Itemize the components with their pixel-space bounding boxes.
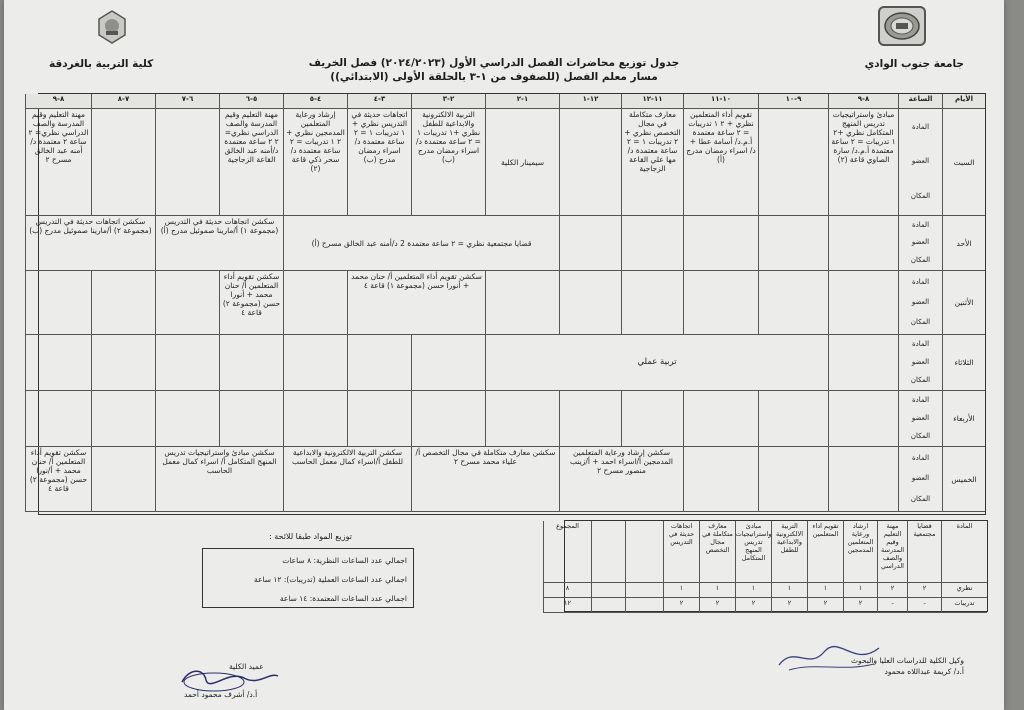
class-cell: سكشن مبادئ واستراتيجيات تدريس المنهج المتكامل أ/ اسراء كمال معمل الحاسب xyxy=(155,447,283,512)
empty-cell xyxy=(283,271,347,335)
label-subject: المادة xyxy=(911,122,930,131)
empty-cell xyxy=(625,583,663,598)
label-place: المكان xyxy=(910,431,931,440)
hours-summary-table xyxy=(556,520,988,612)
university-name: جامعة جنوب الوادي xyxy=(864,58,964,70)
empty-cell xyxy=(683,391,758,447)
empty-cell xyxy=(683,271,758,335)
theory-value: ١ xyxy=(735,583,771,598)
practice-value: ٢ xyxy=(771,598,807,613)
label-member: العضو xyxy=(911,357,930,366)
label-place: المكان xyxy=(910,495,931,504)
theory-value: ٢ xyxy=(907,583,941,598)
empty-cell xyxy=(155,109,219,216)
theory-value: ١ xyxy=(843,583,877,598)
theory-total: ٨ xyxy=(543,583,591,598)
summary-subject: مهنة التعليم وقيم المدرسة والصف الدراسي xyxy=(877,521,907,583)
label-place: المكان xyxy=(910,192,931,201)
class-cell: مهنة التعليم وقيم المدرسة والصف الدراسي نظري= ٢ ٢ ساعة معتمدة د/أمنه عبد الخالق القاعة الزجاجية xyxy=(219,109,283,216)
empty-cell xyxy=(347,391,411,447)
class-cell: مبادئ واستراتيجيات تدريس المنهج المتكامل نظري +٢ ١ تدريبات = ٢ ساعة معتمدة أ.م.د/ سارة الصاوي قاعة (٢) xyxy=(828,109,898,216)
label-subject: المادة xyxy=(911,396,930,405)
time-slot: ١١-١٢ xyxy=(621,94,683,109)
title-line-1: جدول توزيع محاضرات الفصل الدراسي الأول (٢٠٢٤/٢٠٢٣) فصل الخريف xyxy=(308,57,680,69)
time-slot: ٤-٥ xyxy=(283,94,347,109)
empty-cell xyxy=(219,335,283,391)
empty-cell xyxy=(828,391,898,447)
label-member: العضو xyxy=(911,297,930,306)
empty-cell xyxy=(283,391,347,447)
empty-cell xyxy=(155,271,219,335)
class-cell: إرشاد ورعاية المتعلمين المدمجين نظري + ٢ ١ تدريبات = ٢ ساعة معتمدة د/سحر ذكي قاعة (٢) xyxy=(283,109,347,216)
dean-title: عميد الكلية xyxy=(229,662,264,671)
college-logo-icon xyxy=(94,8,130,46)
dean-name: أ.د/ أشرف محمود أحمد xyxy=(184,690,258,699)
label-subject: المادة xyxy=(911,277,930,286)
label-member: العضو xyxy=(911,157,930,166)
label-member: العضو xyxy=(911,413,930,422)
row-labels xyxy=(898,271,942,335)
label-subject: المادة xyxy=(911,340,930,349)
day-tuesday: الثلاثاء xyxy=(942,335,985,391)
label-place: المكان xyxy=(910,255,931,264)
class-cell: سكشن اتجاهات حديثة في التدريس (مجموعة ١) أ/مارينا صموئيل مدرج (أ) xyxy=(155,216,283,271)
label-subject: المادة xyxy=(911,221,930,230)
practice-value: ٢ xyxy=(735,598,771,613)
time-slot: ٩-١٠ xyxy=(758,94,828,109)
empty-cell xyxy=(91,335,155,391)
empty-cell xyxy=(591,583,625,598)
empty-cell xyxy=(828,447,898,512)
header-hour: الساعة xyxy=(898,94,942,109)
row-labels xyxy=(898,391,942,447)
empty-cell xyxy=(219,391,283,447)
class-cell: التربية الالكترونية والابداعية للطفل نظري +١ تدريبات ١ = ٢ ساعة معتمدة د/ اسراء رمضان مدرج (ب) xyxy=(411,109,485,216)
distribution-title: توزيع المواد طبقا للائحة : xyxy=(269,532,352,541)
empty-cell xyxy=(621,271,683,335)
vice-dean-name: أ.د/ كريمة عبداللاه محمود xyxy=(884,667,964,676)
label-member: العضو xyxy=(911,238,930,247)
summary-subject: تقويم اداء المتعلمين xyxy=(807,521,843,583)
schedule-table xyxy=(28,93,986,515)
summary-total-header: المجموع xyxy=(543,521,591,583)
total-theory-hours: اجمالي عدد الساعات النظرية: ٨ ساعات xyxy=(282,556,407,565)
label-place: المكان xyxy=(910,375,931,384)
empty-cell xyxy=(155,391,219,447)
empty-cell xyxy=(758,447,828,512)
practice-value: ٢ xyxy=(843,598,877,613)
class-cell: سكشن التربية الالكترونية والابداعية للطفل أ/اسراء كمال معمل الحاسب xyxy=(283,447,411,512)
summary-subject: مبادئ واستراتيجيات تدريس المنهج المتكامل xyxy=(735,521,771,583)
row-labels xyxy=(898,335,942,391)
document-page xyxy=(4,0,1004,710)
class-cell: سكشن تقويم أداء المتعلمين أ/ حنان محمد + أ/نورا حسن (مجموعة ٢) قاعة ٤ xyxy=(25,447,91,512)
row-labels xyxy=(898,109,942,216)
empty-cell xyxy=(283,335,347,391)
class-cell: قضايا مجتمعية نظري = ٢ ساعة معتمدة 2 د/أمنه عبد الخالق مسرح (أ) xyxy=(283,216,559,271)
empty-cell xyxy=(559,109,621,216)
time-slot: ١-٢ xyxy=(485,94,559,109)
college-name: كلية التربية بالغردقة xyxy=(49,58,154,70)
day-sunday: الأحد xyxy=(942,216,985,271)
empty-cell xyxy=(828,271,898,335)
empty-cell xyxy=(411,391,485,447)
university-logo-icon xyxy=(878,6,926,46)
empty-cell xyxy=(591,521,625,583)
class-cell: سيمينار الكلية xyxy=(485,109,559,216)
vice-dean-title: وكيل الكلية للدراسات العليا والبحوث xyxy=(850,656,964,665)
summary-subject: التربية الالكترونية والابداعية للطفل xyxy=(771,521,807,583)
empty-cell xyxy=(25,271,91,335)
time-slot: ٧-٨ xyxy=(91,94,155,109)
class-cell: سكشن إرشاد ورعاية المتعلمين المدمجين أ/اسراء احمد + أ/زينب منصور مسرح ٢ xyxy=(559,447,683,512)
class-cell: مهنة التعليم وقيم المدرسة والصف الدراسي نظري= ٢ ساعة ٢ معتمدة د/أمنه عبد الخالق مسرح ٢ xyxy=(25,109,91,216)
time-slot: ١٢-١ xyxy=(559,94,621,109)
distribution-box xyxy=(202,548,414,608)
title-line-2: مسار معلم الفصل (للصفوف من ١-٣ بالحلقة الأولى (الابتدائي)) xyxy=(330,71,658,83)
empty-cell xyxy=(828,335,898,391)
empty-cell xyxy=(683,216,758,271)
theory-value: ١ xyxy=(699,583,735,598)
empty-cell xyxy=(625,521,663,583)
row-theory-label: نظري xyxy=(941,583,987,598)
header-days: الأيام xyxy=(942,94,985,109)
label-member: العضو xyxy=(911,474,930,483)
practice-value: ٢ xyxy=(663,598,699,613)
empty-cell xyxy=(411,335,485,391)
empty-cell xyxy=(559,216,621,271)
empty-cell xyxy=(625,598,663,613)
empty-cell xyxy=(91,271,155,335)
row-practice-label: تدريبات xyxy=(941,598,987,613)
time-slot: ١٠-١١ xyxy=(683,94,758,109)
class-cell: سكشن تقويم أداء المتعلمين أ/ حنان محمد + أنورا حسن (مجموعة ١) قاعة ٤ xyxy=(347,271,485,335)
class-cell: سكشن تقويم أداء المتعلمين أ/ حنان محمد + أنورا حسن (مجموعة ٢) قاعة ٤ xyxy=(219,271,283,335)
label-place: المكان xyxy=(910,318,931,327)
empty-cell xyxy=(347,335,411,391)
empty-cell xyxy=(758,109,828,216)
summary-subject: قضايا مجتمعية xyxy=(907,521,941,583)
empty-cell xyxy=(758,216,828,271)
summary-subject: ارشاد ورعاية المتعلمين المدمجين xyxy=(843,521,877,583)
row-labels xyxy=(898,216,942,271)
empty-cell xyxy=(25,391,91,447)
class-cell: تربية عملي xyxy=(485,335,828,391)
class-cell: سكشن معارف متكاملة في مجال التخصص أ/علياء محمد مسرح ٢ xyxy=(411,447,559,512)
empty-cell xyxy=(25,335,91,391)
empty-cell xyxy=(559,271,621,335)
theory-value: ١ xyxy=(771,583,807,598)
theory-value: ٢ xyxy=(877,583,907,598)
total-credit-hours: اجمالي عدد الساعات المعتمدة: ١٤ ساعة xyxy=(279,594,407,603)
summary-header-subject: المادة xyxy=(941,521,987,583)
class-cell: معارف متكاملة في مجال التخصص نظري + ٢ تدريبات ١ = ٢ ساعة معتمدة د/مها علي القاعة الزجاجية xyxy=(621,109,683,216)
class-cell: اتجاهات حديثة في التدريس نظري + ١ تدريبات ١ = ٢ ساعة معتمدة د/ اسراء رمضان مدرج (ب) xyxy=(347,109,411,216)
day-thursday: الخميس xyxy=(942,447,985,512)
practice-value: ٢ xyxy=(807,598,843,613)
vice-dean-signature-scrawl xyxy=(774,640,884,675)
empty-cell xyxy=(828,216,898,271)
empty-cell xyxy=(559,391,621,447)
time-slot: ٣-٤ xyxy=(347,94,411,109)
summary-subject: معارف متكاملة في مجال التخصص xyxy=(699,521,735,583)
theory-value: ١ xyxy=(663,583,699,598)
practice-total: ١٢ xyxy=(543,598,591,613)
empty-cell xyxy=(485,391,559,447)
empty-cell xyxy=(621,216,683,271)
theory-value: ١ xyxy=(807,583,843,598)
document-title xyxy=(304,56,684,84)
row-labels xyxy=(898,447,942,512)
day-wednesday: الأربعاء xyxy=(942,391,985,447)
class-cell: تقويم أداء المتعلمين نظري + ٢ ١ تدريبات = ٢ ساعة معتمدة أ.م.د/ أسامة عطا + د/ اسراء رمضان مدرج (أ) xyxy=(683,109,758,216)
empty-cell xyxy=(683,447,758,512)
practice-value: - xyxy=(907,598,941,613)
day-saturday: السبت xyxy=(942,109,985,216)
empty-cell xyxy=(621,391,683,447)
practice-value: - xyxy=(877,598,907,613)
empty-cell xyxy=(758,391,828,447)
time-slot: ٢-٣ xyxy=(411,94,485,109)
empty-cell xyxy=(91,447,155,512)
practice-value: ٢ xyxy=(699,598,735,613)
empty-cell xyxy=(485,271,559,335)
time-slot: ٨-٩ xyxy=(828,94,898,109)
time-slot: ٥-٦ xyxy=(219,94,283,109)
time-slot: ٦-٧ xyxy=(155,94,219,109)
empty-cell xyxy=(91,109,155,216)
empty-cell xyxy=(155,335,219,391)
empty-cell xyxy=(91,391,155,447)
empty-cell xyxy=(758,271,828,335)
empty-cell xyxy=(591,598,625,613)
label-subject: المادة xyxy=(911,453,930,462)
day-monday: الأثنين xyxy=(942,271,985,335)
summary-subject: اتجاهات حديثة في التدريس xyxy=(663,521,699,583)
total-practice-hours: اجمالي عدد الساعات العملية (تدريبات): ١٢ ساعة xyxy=(253,575,407,584)
class-cell: سكشن اتجاهات حديثة في التدريس (مجموعة ٢) أ/مارينا صموئيل مدرج (ب) xyxy=(25,216,155,271)
time-slot: ٨-٩ xyxy=(25,94,91,109)
